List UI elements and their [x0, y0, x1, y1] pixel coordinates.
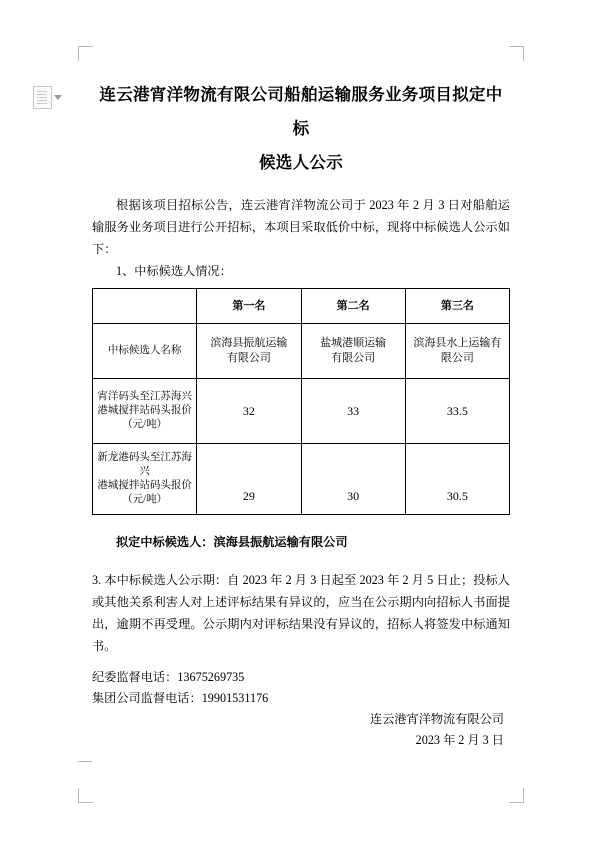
cell-price-1-3: 33.5	[405, 379, 509, 444]
section-1-label: 1、中标候选人情况：	[116, 264, 232, 278]
cell-price-1-1: 32	[197, 379, 301, 444]
cell-candidate-1: 滨海县振航运输 有限公司	[197, 324, 301, 379]
row-header-route-2: 新龙港码头至江苏海兴 港城搅拌站码头报价 （元/吨）	[93, 444, 197, 515]
table-col-third: 第三名	[405, 289, 509, 324]
cell-price-2-2: 30	[301, 444, 405, 515]
cell-price-2-3: 30.5	[405, 444, 509, 515]
page-title	[92, 78, 510, 180]
table-header-row	[93, 289, 510, 324]
crop-mark-top-left	[78, 46, 93, 61]
cell-price-1-2: 33	[301, 379, 405, 444]
row-header-candidate-name: 中标候选人名称	[93, 324, 197, 379]
supervision-phone-value: 13675269735	[177, 670, 245, 684]
bid-candidates-table	[92, 288, 510, 515]
table-row	[93, 444, 510, 515]
signature-company: 连云港宵洋物流有限公司	[369, 712, 504, 726]
crop-mark-top-right	[509, 46, 524, 61]
chevron-down-icon[interactable]	[54, 95, 62, 100]
group-phone-label: 集团公司监督电话：	[92, 691, 202, 705]
cell-price-2-1: 29	[197, 444, 301, 515]
clause-3-paragraph: 3. 本中标候选人公示期：自 2023 年 2 月 3 日起至 2023 年 2 月 5 日止；投标人或其他关系利害人对上述评标结果有异议的，应当在公示期内向招标人书面提出，逾期不再受理。公示期内对评标结果没有异议的，招标人将签发中标通知书。	[92, 573, 510, 653]
crop-mark-middle-left	[78, 761, 92, 763]
crop-mark-bottom-left	[78, 788, 93, 803]
winner-line	[92, 531, 510, 553]
table-col-first: 第一名	[197, 289, 301, 324]
supervision-phone-label: 纪委监督电话：	[92, 670, 178, 684]
document-body	[92, 78, 510, 751]
page-title-line1: 连云港宵洋物流有限公司船舶运输服务业务项目拟定中标	[99, 85, 503, 138]
table-row	[93, 379, 510, 444]
winner-label: 拟定中标候选人：	[116, 535, 214, 549]
page-title-line2: 候选人公示	[259, 153, 343, 172]
supervision-phone-line	[92, 667, 510, 688]
table-col-second: 第二名	[301, 289, 405, 324]
signature-date: 2023 年 2 月 3 日	[415, 733, 504, 747]
table-corner-cell	[93, 289, 197, 324]
group-phone-line	[92, 688, 510, 709]
document-thumbnail-icon	[33, 86, 52, 109]
cell-candidate-3: 滨海县水上运输有 限公司	[405, 324, 509, 379]
document-icon[interactable]	[33, 86, 63, 108]
winner-value: 滨海县振航运输有限公司	[213, 535, 348, 549]
table-row	[93, 324, 510, 379]
row-header-route-1: 宵洋码头至江苏海兴 港城搅拌站码头报价 （元/吨）	[93, 379, 197, 444]
cell-candidate-2: 盐城港顺运输 有限公司	[301, 324, 405, 379]
crop-mark-bottom-right	[509, 788, 524, 803]
group-phone-value: 19901531176	[201, 691, 269, 705]
intro-paragraph: 根据该项目招标公告，连云港宵洋物流公司于 2023 年 2 月 3 日对船舶运输服务业务项目进行公开招标，本项目采取低价中标，现将中标候选人公示如下：	[92, 198, 510, 256]
